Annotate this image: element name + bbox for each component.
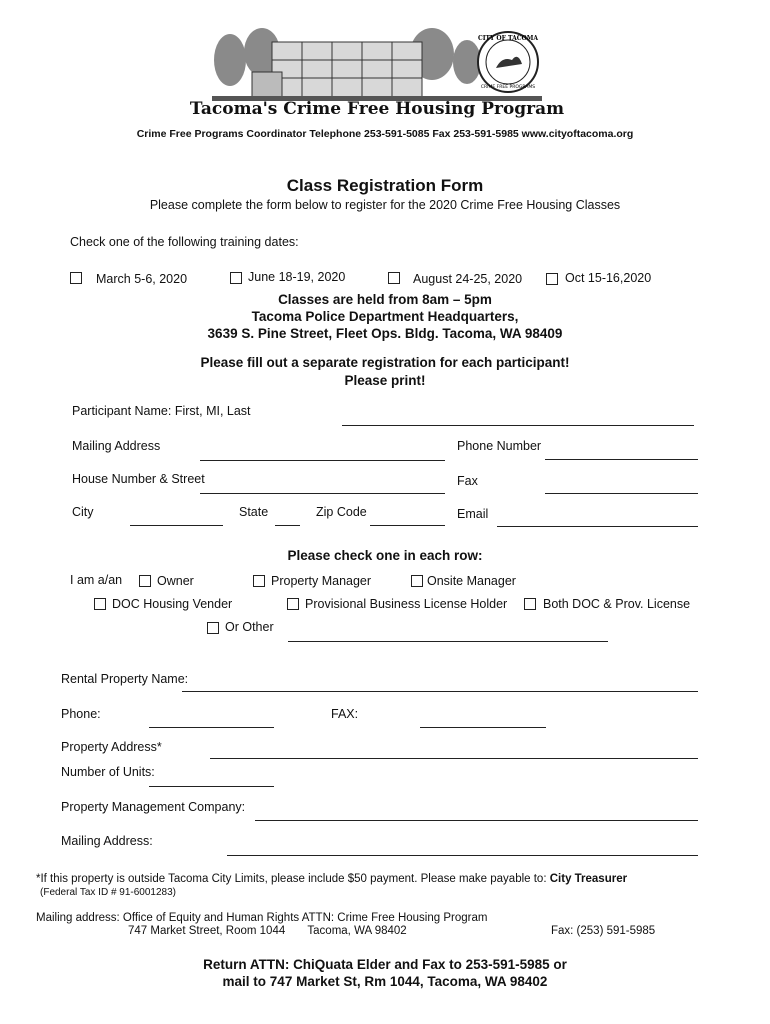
fax-label: Fax — [457, 474, 478, 488]
form-subtitle: Please complete the form below to register for the 2020 Crime Free Housing Classes — [149, 198, 621, 212]
svg-text:CITY OF TACOMA: CITY OF TACOMA — [477, 35, 539, 42]
dates-prompt: Check one of the following training dates: — [70, 235, 299, 249]
number-of-units-field[interactable] — [149, 786, 274, 787]
property-mailing-field[interactable] — [227, 855, 698, 856]
owner-checkbox[interactable] — [139, 575, 151, 587]
participant-name-label: Participant Name: First, MI, Last — [72, 404, 251, 418]
mailing-address-line1: Mailing address: Office of Equity and Human Rights ATTN: Crime Free Housing Program — [36, 912, 488, 924]
date-checkbox-october[interactable] — [546, 273, 558, 285]
date-checkbox-august[interactable] — [388, 272, 400, 284]
property-phone-field[interactable] — [149, 727, 274, 728]
fax-field[interactable] — [545, 493, 698, 494]
email-label: Email — [457, 507, 489, 521]
program-title: Tacoma's Crime Free Housing Program — [189, 99, 565, 119]
form-title: Class Registration Form — [286, 176, 484, 195]
mailing-address-label: Mailing Address — [72, 439, 161, 453]
class-location: Tacoma Police Department Headquarters, — [251, 309, 519, 324]
date-label-october: Oct 15-16,2020 — [565, 271, 652, 285]
property-manager-label: Property Manager — [271, 574, 372, 588]
state-field[interactable] — [275, 525, 300, 526]
city-seal-logo — [478, 32, 538, 92]
print-note: Please print! — [344, 373, 426, 388]
date-checkbox-march[interactable] — [70, 272, 82, 284]
provisional-license-checkbox[interactable] — [287, 598, 299, 610]
management-company-label: Property Management Company: — [61, 800, 246, 814]
rental-property-name-field[interactable] — [182, 691, 698, 692]
number-of-units-label: Number of Units: — [61, 765, 155, 779]
property-phone-label: Phone: — [61, 707, 101, 721]
property-fax-label: FAX: — [331, 707, 359, 721]
phone-number-label: Phone Number — [457, 439, 542, 453]
rental-property-name-label: Rental Property Name: — [61, 672, 189, 686]
other-field[interactable] — [288, 641, 608, 642]
city-label: City — [72, 505, 94, 519]
class-address: 3639 S. Pine Street, Fleet Ops. Bldg. Tacoma, WA 98409 — [207, 326, 563, 341]
mailing-address-line2: 747 Market Street, Room 1044 Tacoma, WA 98402 — [128, 925, 407, 937]
property-manager-checkbox[interactable] — [253, 575, 265, 587]
header-illustration — [189, 22, 565, 119]
both-doc-prov-checkbox[interactable] — [524, 598, 536, 610]
iam-label: I am a/an — [70, 573, 123, 587]
svg-text:CRIME FREE PROGRAMS: CRIME FREE PROGRAMS — [480, 85, 536, 90]
return-line1: Return ATTN: ChiQuata Elder and Fax to 253-591-5985 or — [203, 957, 567, 972]
onsite-manager-checkbox[interactable] — [411, 575, 423, 587]
contact-line: Crime Free Programs Coordinator Telephone 253-591-5085 Fax 253-591-5985 www.cityoftacoma.org — [136, 128, 634, 140]
management-company-field[interactable] — [255, 820, 698, 821]
class-time: Classes are held from 8am – 5pm — [278, 292, 492, 307]
house-street-label: House Number & Street — [72, 472, 205, 486]
both-doc-prov-label: Both DOC & Prov. License — [543, 597, 691, 611]
date-checkbox-june[interactable] — [230, 272, 242, 284]
property-address-field[interactable] — [210, 758, 698, 759]
date-label-june: June 18-19, 2020 — [248, 270, 346, 284]
payment-note-text: *If this property is outside Tacoma City Limits, please include $50 payment. Please make payable to: — [36, 873, 547, 885]
owner-label: Owner — [157, 574, 194, 588]
footer-fax: Fax: (253) 591-5985 — [551, 925, 656, 937]
participant-name-field[interactable] — [342, 425, 694, 426]
property-mailing-label: Mailing Address: — [61, 834, 153, 848]
doc-housing-vender-checkbox[interactable] — [94, 598, 106, 610]
separate-note: Please fill out a separate registration for each participant! — [200, 355, 570, 370]
mailing-address-field[interactable] — [200, 460, 445, 461]
email-field[interactable] — [497, 526, 698, 527]
city-field[interactable] — [130, 525, 223, 526]
date-label-august: August 24-25, 2020 — [413, 272, 523, 286]
doc-housing-vender-label: DOC Housing Vender — [112, 597, 233, 611]
onsite-manager-label: Onsite Manager — [427, 574, 516, 588]
state-label: State — [239, 505, 269, 519]
house-street-field[interactable] — [200, 493, 445, 494]
return-line2: mail to 747 Market St, Rm 1044, Tacoma, WA 98402 — [222, 974, 548, 989]
phone-number-field[interactable] — [545, 459, 698, 460]
tax-id: (Federal Tax ID # 91-6001283) — [40, 887, 177, 898]
other-label: Or Other — [225, 620, 274, 634]
other-checkbox[interactable] — [207, 622, 219, 634]
date-label-march: March 5-6, 2020 — [96, 272, 188, 286]
provisional-license-label: Provisional Business License Holder — [305, 597, 508, 611]
zip-field[interactable] — [370, 525, 445, 526]
role-heading: Please check one in each row: — [287, 548, 483, 563]
property-fax-field[interactable] — [420, 727, 546, 728]
property-address-label: Property Address* — [61, 740, 162, 754]
payment-note — [36, 873, 627, 885]
payee-name: City Treasurer — [549, 873, 628, 885]
zip-label: Zip Code — [316, 505, 367, 519]
